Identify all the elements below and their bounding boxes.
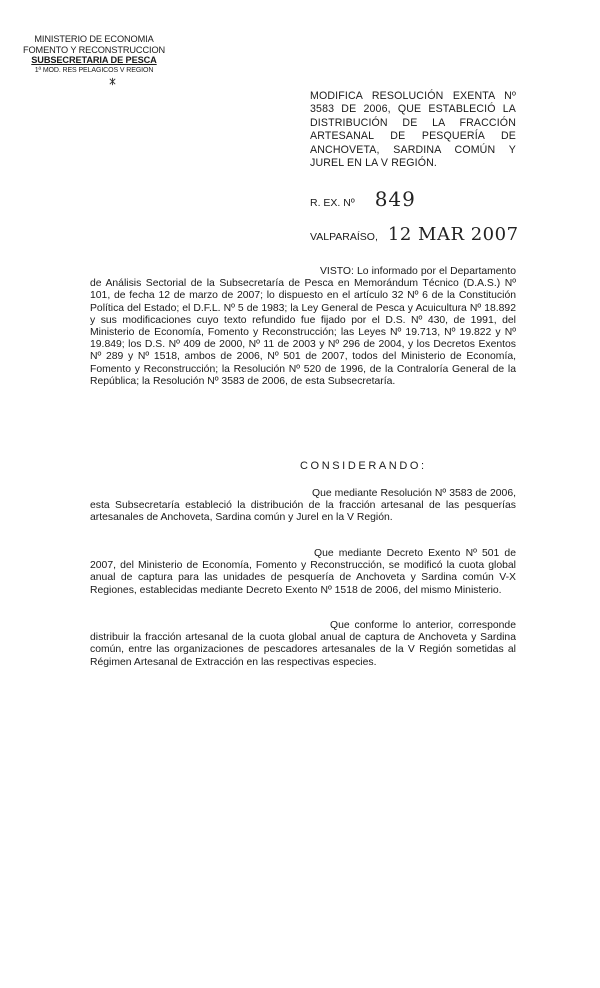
- letterhead-ministry: MINISTERIO DE ECONOMIA: [34, 34, 154, 44]
- ink-mark-icon: [108, 77, 117, 86]
- considerando-item: Que mediante Decreto Exento Nº 501 de 2007, del Ministerio de Economía, Fomento y Reconstrucción, se modificó la cuota global anual de captura para las unidades de pesquería de Anchoveta y Sardina común V-X Regiones, establecidas mediante Decreto Exento Nº 1518 de 2006, del mismo Ministerio.: [90, 548, 516, 596]
- letterhead: [14, 34, 174, 75]
- letterhead-reference: 1ª MOD. RES PELAGICOS V REGION: [34, 66, 154, 74]
- visto-paragraph: VISTO: Lo informado por el Departamento de Análisis Sectorial de la Subsecretaría de Pesca en Memorándum Técnico (D.A.S.) Nº 101, de fecha 12 de marzo de 2007; lo dispuesto en el artículo 32 Nº 6 de la Constitución Política del Estado; el D.F.L. Nº 5 de 1983; la Ley General de Pesca y Acuicultura Nº 18.892 y sus modificaciones cuyo texto refundido fue fijado por el D.S. Nº 430, de 1991, del Ministerio de Economía, Fomento y Reconstrucción; las Leyes Nº 19.713, Nº 19.822 y Nº 19.849; los D.S. Nº 409 de 2000, Nº 11 de 2003 y Nº 296 de 2004, y los Decretos Exentos Nº 289 y Nº 1518, ambos de 2006, Nº 501 de 2007, todos del Ministerio de Economía, Fomento y Reconstrucción; la Resolución Nº 520 de 1996, de la Contraloría General de la República; la Resolución Nº 3583 de 2006, de esta Subsecretaría.: [90, 266, 516, 387]
- letterhead-fomento: FOMENTO Y RECONSTRUCCION: [22, 44, 166, 55]
- considerando-heading: CONSIDERANDO:: [300, 460, 427, 472]
- resolution-number: 849: [374, 187, 416, 211]
- resolution-label: R. EX. Nº: [310, 197, 355, 209]
- considerando-item: Que mediante Resolución Nº 3583 de 2006, esta Subsecretaría estableció la distribución de la fracción artesanal de las pesquerías artesanales de Anchoveta, Sardina común y Jurel en la V Región.: [90, 488, 516, 524]
- date-stamp: 12 MAR 2007: [387, 224, 519, 245]
- place-city: VALPARAÍSO,: [310, 231, 378, 243]
- resolution-number-line: [310, 187, 416, 211]
- subject-summary: MODIFICA RESOLUCIÓN EXENTA Nº 3583 DE 2006, QUE ESTABLECIÓ LA DISTRIBUCIÓN DE LA FRACCIÓN ARTESANAL DE PESQUERÍA DE ANCHOVETA, SARDINA COMÚN Y JUREL EN LA V REGIÓN.: [310, 90, 516, 170]
- place-date-line: [310, 224, 519, 245]
- letterhead-subsecretaria: SUBSECRETARIA DE PESCA: [31, 55, 157, 66]
- considerando-item: Que conforme lo anterior, corresponde distribuir la fracción artesanal de la cuota global anual de captura de Anchoveta y Sardina común, entre las organizaciones de pescadores artesanales de la V Región sometidas al Régimen Artesanal de Extracción en las respectivas especies.: [90, 620, 516, 668]
